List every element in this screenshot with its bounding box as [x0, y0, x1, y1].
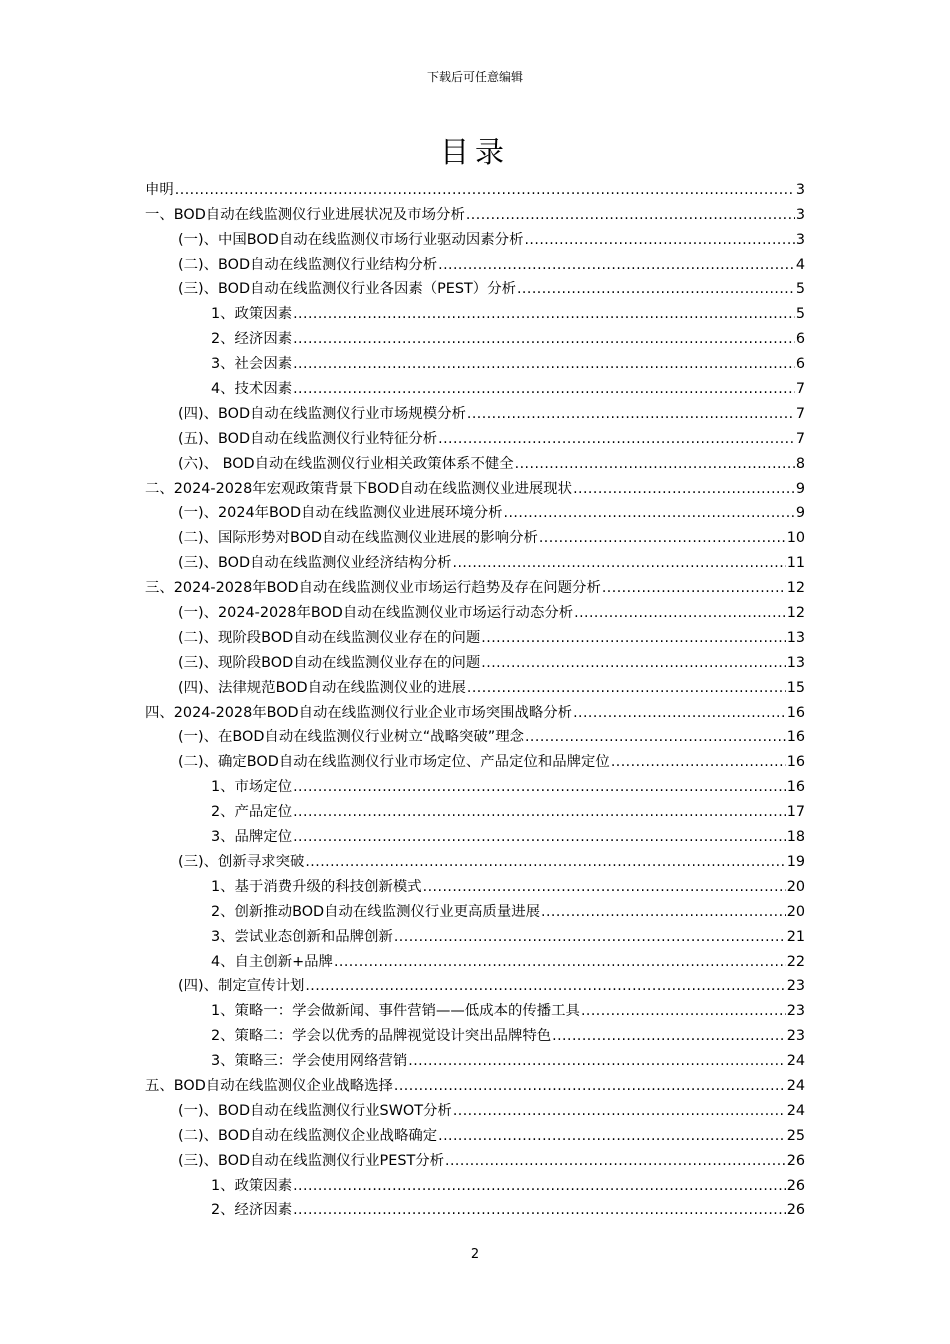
toc-entry-title: 四、2024-2028年BOD自动在线监测仪行业企业市场突围战略分析: [145, 704, 573, 721]
toc-entry-page: 16: [786, 779, 805, 796]
toc-entry-page: 25: [786, 1127, 805, 1144]
toc-dot-leader: [539, 527, 786, 549]
toc-dot-leader: [611, 751, 786, 773]
toc-entry[interactable]: [145, 848, 805, 873]
toc-entry-page: 22: [786, 953, 805, 970]
toc-entry-title: (三)、现阶段BOD自动在线监测仪业存在的问题: [178, 654, 481, 671]
toc-entry[interactable]: [145, 997, 805, 1022]
toc-entry[interactable]: [145, 773, 805, 798]
toc-dot-leader: [305, 851, 785, 873]
toc-entry-page: 3: [795, 231, 805, 248]
page-number: 2: [470, 1247, 480, 1262]
toc-entry-page: 16: [786, 754, 805, 771]
toc-entry-page: 5: [795, 306, 805, 323]
toc-entry-title: (一)、2024年BOD自动在线监测仪业进展环境分析: [178, 505, 503, 522]
toc-entry[interactable]: [145, 1072, 805, 1097]
toc-entry-title: 2、经济因素: [211, 331, 293, 348]
toc-entry[interactable]: [145, 898, 805, 923]
page-header: 下载后可任意编辑: [426, 70, 523, 84]
toc-dot-leader: [504, 502, 795, 524]
toc-entry[interactable]: [145, 475, 805, 500]
toc-dot-leader: [408, 1050, 785, 1072]
toc-entry[interactable]: [145, 923, 805, 948]
toc-entry[interactable]: [145, 649, 805, 674]
toc-entry-page: 23: [786, 1028, 805, 1045]
toc-dot-leader: [552, 1025, 786, 1047]
toc-dot-leader: [574, 602, 786, 624]
toc-dot-leader: [481, 652, 785, 674]
toc-entry-title: (一)、BOD自动在线监测仪行业SWOT分析: [178, 1102, 452, 1119]
toc-dot-leader: [515, 453, 795, 475]
toc-entry-page: 24: [786, 1102, 805, 1119]
toc-entry[interactable]: [145, 350, 805, 375]
toc-entry-title: 4、自主创新+品牌: [211, 953, 333, 970]
toc-dot-leader: [517, 278, 795, 300]
toc-dot-leader: [445, 1150, 786, 1172]
toc-entry-page: 9: [795, 505, 805, 522]
toc-entry-title: (三)、BOD自动在线监测仪业经济结构分析: [178, 555, 452, 572]
toc-dot-leader: [481, 627, 785, 649]
toc-entry[interactable]: [145, 574, 805, 599]
toc-entry-title: 1、政策因素: [211, 1177, 293, 1194]
toc-entry[interactable]: [145, 699, 805, 724]
toc-entry[interactable]: [145, 276, 805, 301]
toc-entry[interactable]: [145, 1047, 805, 1072]
toc-entry[interactable]: [145, 1122, 805, 1147]
toc-dot-leader: [293, 1175, 786, 1197]
toc-dot-leader: [525, 726, 786, 748]
toc-dot-leader: [466, 204, 795, 226]
toc-entry-page: 16: [786, 704, 805, 721]
toc-entry[interactable]: [145, 226, 805, 251]
toc-entry[interactable]: [145, 524, 805, 549]
toc-entry-page: 20: [786, 903, 805, 920]
toc-entry-page: 26: [786, 1152, 805, 1169]
toc-entry-page: 6: [795, 356, 805, 373]
toc-dot-leader: [467, 403, 795, 425]
toc-entry-page: 8: [795, 455, 805, 472]
toc-entry-title: 2、经济因素: [211, 1202, 293, 1219]
toc-entry[interactable]: [145, 674, 805, 699]
toc-entry-title: 3、策略三：学会使用网络营销: [211, 1053, 408, 1070]
toc-entry-title: 2、策略二：学会以优秀的品牌视觉设计突出品牌特色: [211, 1028, 552, 1045]
toc-entry-page: 7: [795, 405, 805, 422]
toc-entry-title: 3、社会因素: [211, 356, 293, 373]
toc-dot-leader: [334, 951, 786, 973]
toc-dot-leader: [541, 901, 786, 923]
toc-entry-page: 4: [795, 256, 805, 273]
toc-entry-title: 3、尝试业态创新和品牌创新: [211, 928, 393, 945]
toc-entry-title: 1、策略一：学会做新闻、事件营销——低成本的传播工具: [211, 1003, 580, 1020]
toc-entry[interactable]: [145, 500, 805, 525]
toc-entry[interactable]: [145, 948, 805, 973]
toc-entry-title: (三)、创新寻求突破: [178, 853, 305, 870]
toc-dot-leader: [175, 179, 795, 201]
toc-dot-leader: [524, 229, 794, 251]
toc-entry[interactable]: [145, 251, 805, 276]
toc-entry-page: 23: [786, 1003, 805, 1020]
toc-entry-page: 16: [786, 729, 805, 746]
toc-entry-page: 12: [786, 605, 805, 622]
toc-entry[interactable]: [145, 1147, 805, 1172]
toc-entry-title: (二)、国际形势对BOD自动在线监测仪业进展的影响分析: [178, 530, 538, 547]
toc-dot-leader: [394, 926, 786, 948]
toc-dot-leader: [438, 254, 795, 276]
toc-entry-page: 20: [786, 878, 805, 895]
toc-entry-title: 2、产品定位: [211, 804, 293, 821]
toc-entry-page: 18: [786, 829, 805, 846]
toc-dot-leader: [423, 876, 786, 898]
toc-entry-title: (五)、BOD自动在线监测仪行业特征分析: [178, 430, 438, 447]
toc-entry[interactable]: [145, 450, 805, 475]
toc-entry-page: 24: [786, 1053, 805, 1070]
toc-dot-leader: [293, 303, 795, 325]
toc-entry[interactable]: [145, 873, 805, 898]
toc-entry-title: (一)、在BOD自动在线监测仪行业树立“战略突破”理念: [178, 729, 524, 746]
toc-entry-title: 申明: [145, 181, 174, 198]
toc-entry[interactable]: [145, 724, 805, 749]
toc-dot-leader: [293, 353, 795, 375]
toc-dot-leader: [581, 1000, 786, 1022]
toc-dot-leader: [293, 801, 786, 823]
toc-entry-title: (六)、 BOD自动在线监测仪行业相关政策体系不健全: [178, 455, 514, 472]
toc-dot-leader: [293, 1199, 786, 1221]
toc-dot-leader: [467, 677, 786, 699]
toc-entry-page: 13: [786, 654, 805, 671]
toc-entry-title: 1、基于消费升级的科技创新模式: [211, 878, 422, 895]
toc-entry-title: 4、技术因素: [211, 381, 293, 398]
toc-entry-page: 6: [795, 331, 805, 348]
toc-dot-leader: [293, 328, 795, 350]
toc-entry-title: (二)、现阶段BOD自动在线监测仪业存在的问题: [178, 629, 481, 646]
toc-entry[interactable]: [145, 176, 805, 201]
toc-dot-leader: [305, 975, 785, 997]
toc-entry[interactable]: [145, 1197, 805, 1222]
toc-entry[interactable]: [145, 375, 805, 400]
toc-entry-page: 12: [786, 580, 805, 597]
toc-dot-leader: [438, 1125, 786, 1147]
toc-entry-title: (三)、BOD自动在线监测仪行业PEST分析: [178, 1152, 445, 1169]
toc-dot-leader: [453, 1100, 786, 1122]
toc-entry[interactable]: [145, 798, 805, 823]
toc-entry[interactable]: [145, 325, 805, 350]
toc-entry-page: 3: [795, 206, 805, 223]
toc-entry[interactable]: [145, 1097, 805, 1122]
toc-entry-page: 11: [786, 555, 805, 572]
toc-dot-leader: [438, 428, 795, 450]
toc-entry[interactable]: [145, 201, 805, 226]
toc-entry-page: 23: [786, 978, 805, 995]
toc-entry-page: 24: [786, 1077, 805, 1094]
toc-entry-title: 五、BOD自动在线监测仪企业战略选择: [145, 1077, 393, 1094]
toc-entry[interactable]: [145, 400, 805, 425]
toc-entry-title: (二)、BOD自动在线监测仪企业战略确定: [178, 1127, 438, 1144]
toc-entry-title: (三)、BOD自动在线监测仪行业各因素（PEST）分析: [178, 281, 516, 298]
toc-entry-title: (二)、确定BOD自动在线监测仪行业市场定位、产品定位和品牌定位: [178, 754, 610, 771]
toc-entry-title: 一、BOD自动在线监测仪行业进展状况及市场分析: [145, 206, 465, 223]
toc-entry-page: 7: [795, 430, 805, 447]
toc-dot-leader: [453, 552, 786, 574]
toc-entry[interactable]: [145, 748, 805, 773]
toc-entry-page: 7: [795, 381, 805, 398]
toc-entry-page: 19: [786, 853, 805, 870]
toc-entry[interactable]: [145, 300, 805, 325]
toc-dot-leader: [602, 577, 786, 599]
toc-entry-title: 1、政策因素: [211, 306, 293, 323]
toc-entry-title: 2、创新推动BOD自动在线监测仪行业更高质量进展: [211, 903, 540, 920]
toc-entry-page: 3: [795, 181, 805, 198]
toc-dot-leader: [293, 776, 786, 798]
toc-entry-title: (四)、制定宣传计划: [178, 978, 305, 995]
toc-entry[interactable]: [145, 1172, 805, 1197]
toc-entry-page: 21: [786, 928, 805, 945]
toc-entry[interactable]: [145, 624, 805, 649]
toc-dot-leader: [293, 378, 795, 400]
toc-entry-page: 26: [786, 1202, 805, 1219]
toc-dot-leader: [573, 702, 786, 724]
table-of-contents: [145, 176, 805, 1221]
toc-title: 目录: [439, 135, 510, 169]
toc-entry-title: 三、2024-2028年BOD自动在线监测仪业市场运行趋势及存在问题分析: [145, 580, 601, 597]
toc-entry-title: (四)、法律规范BOD自动在线监测仪业的进展: [178, 679, 466, 696]
toc-entry-page: 13: [786, 629, 805, 646]
toc-entry[interactable]: [145, 1022, 805, 1047]
toc-entry-page: 15: [786, 679, 805, 696]
toc-entry-page: 5: [795, 281, 805, 298]
toc-entry[interactable]: [145, 973, 805, 998]
toc-entry[interactable]: [145, 549, 805, 574]
toc-entry-title: (四)、BOD自动在线监测仪行业市场规模分析: [178, 405, 466, 422]
toc-dot-leader: [394, 1075, 786, 1097]
toc-entry-page: 26: [786, 1177, 805, 1194]
toc-entry-page: 17: [786, 804, 805, 821]
toc-dot-leader: [293, 826, 786, 848]
toc-entry-page: 10: [786, 530, 805, 547]
toc-entry-page: 9: [795, 480, 805, 497]
toc-entry-title: (一)、中国BOD自动在线监测仪市场行业驱动因素分析: [178, 231, 524, 248]
toc-entry-title: 3、品牌定位: [211, 829, 293, 846]
toc-entry-title: (二)、BOD自动在线监测仪行业结构分析: [178, 256, 438, 273]
toc-entry-title: (一)、2024-2028年BOD自动在线监测仪业市场运行动态分析: [178, 605, 574, 622]
toc-dot-leader: [573, 478, 795, 500]
toc-entry-title: 1、市场定位: [211, 779, 293, 796]
toc-entry[interactable]: [145, 425, 805, 450]
toc-entry[interactable]: [145, 823, 805, 848]
toc-entry[interactable]: [145, 599, 805, 624]
toc-entry-title: 二、2024-2028年宏观政策背景下BOD自动在线监测仪业进展现状: [145, 480, 573, 497]
